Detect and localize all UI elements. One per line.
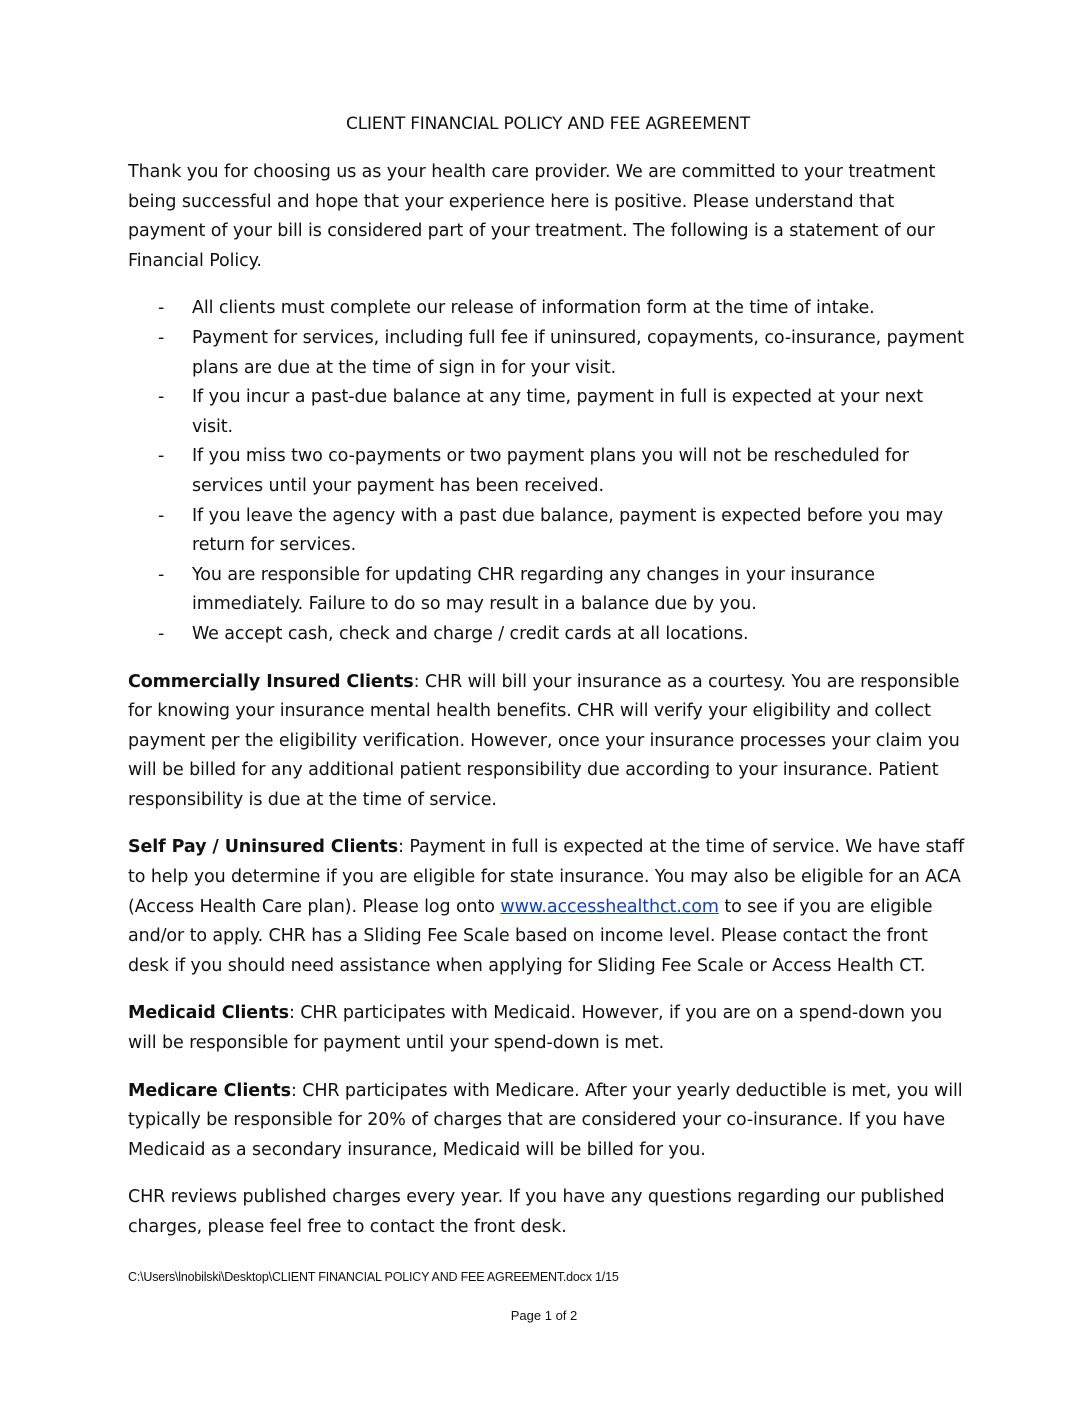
medicaid-clients-label: Medicaid Clients [128,1003,289,1024]
list-item [128,324,968,383]
selfpay-clients-label: Self Pay / Uninsured Clients [128,837,399,858]
list-item [128,442,968,501]
selfpay-text-after: to see if you are eligible and/or to apply. CHR has a Sliding Fee Scale based on income level. Please contact the front desk if you should need assistance when applying for Sliding Fee Scale or Access Health CT. [128,896,933,976]
list-item-text: All clients must complete our release of information form at the time of intake. [192,298,875,319]
list-item-text: We accept cash, check and charge / credit cards at all locations. [192,623,749,644]
document-title: CLIENT FINANCIAL POLICY AND FEE AGREEMENT [346,114,750,134]
list-item [128,502,968,561]
list-item-text: You are responsible for updating CHR regarding any changes in your insurance immediately. Failure to do so may result in a balance due by you. [192,564,875,615]
bullet-dash: - [158,623,165,644]
list-item-text: If you miss two co-payments or two payment plans you will not be rescheduled for services until your payment has been received. [192,446,909,496]
medicare-clients-text: : CHR participates with Medicare. After your yearly deductible is met, you will typically be responsible for 20% of charges that are considered your co-insurance. If you have Medicaid as a secondary insurance, Medicaid will be billed for you. [128,1080,963,1160]
closing-paragraph: CHR reviews published charges every year. If you have any questions regarding our published charges, please feel free to contact the front desk. [128,1187,945,1237]
accesshealth-link[interactable]: www.accesshealthct.com [500,896,719,917]
list-item [128,294,968,324]
footer-file-path: C:\Users\lnobilski\Desktop\CLIENT FINANCIAL POLICY AND FEE AGREEMENT.docx 1/15 [128,1270,619,1284]
policy-list [128,294,968,649]
document-body [128,112,968,1261]
selfpay-clients-paragraph [128,833,968,981]
commercial-clients-text: : CHR will bill your insurance as a courtesy. You are responsible for knowing your insurance mental health benefits. CHR will verify your eligibility and collect payment per the eligibility verification. However, once your insurance processes your claim you will be billed for any additional patient responsibility due according to your insurance. Patient responsibility is due at the time of service. [128,671,960,810]
medicaid-clients-paragraph [128,999,968,1058]
selfpay-text-before: : Payment in full is expected at the time of service. We have staff to help you determine if you are eligible for state insurance. You may also be eligible for an ACA (Access Health Care plan). Please log onto [128,837,965,917]
bullet-dash: - [158,327,165,348]
list-item [128,561,968,620]
medicare-clients-label: Medicare Clients [128,1080,291,1101]
bullet-dash: - [158,446,165,467]
list-item [128,620,968,650]
commercial-clients-label: Commercially Insured Clients [128,671,414,692]
list-item-text: If you incur a past-due balance at any time, payment in full is expected at your next visit. [192,387,924,437]
list-item-text: If you leave the agency with a past due balance, payment is expected before you may return for services. [192,505,944,556]
commercial-clients-paragraph [128,668,968,816]
bullet-dash: - [158,387,165,408]
page-number: Page 1 of 2 [510,1308,578,1323]
medicare-clients-paragraph [128,1077,968,1166]
medicaid-clients-text: : CHR participates with Medicaid. However, if you are on a spend-down you will be responsible for payment until your spend-down is met. [128,1003,943,1054]
bullet-dash: - [158,505,165,526]
list-item [128,383,968,442]
list-item-text: Payment for services, including full fee if uninsured, copayments, co-insurance, payment plans are due at the time of sign in for your visit. [192,327,964,378]
bullet-dash: - [158,298,165,319]
bullet-dash: - [158,564,165,585]
intro-paragraph: Thank you for choosing us as your health care provider. We are committed to your treatment being successful and hope that your experience here is positive. Please understand that payment of your bill is considered part of your treatment. The following is a statement of our Financial Policy. [128,162,936,271]
